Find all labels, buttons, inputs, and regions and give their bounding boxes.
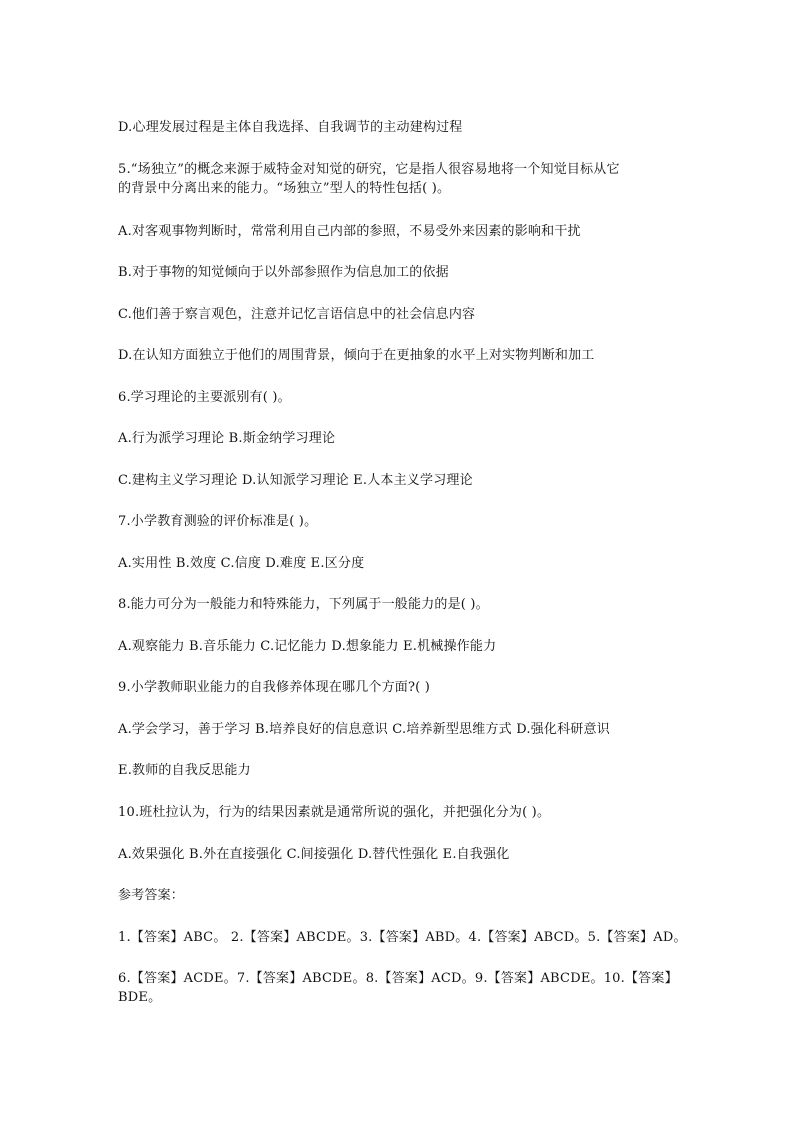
question-7: 7.小学教育测验的评价标准是( )。 xyxy=(118,514,318,529)
option-5-c: C.他们善于察言观色，注意并记忆言语信息中的社会信息内容 xyxy=(118,307,476,322)
option-5-a: A.对客观事物判断时，常常利用自己内部的参照，不易受外来因素的影响和干扰 xyxy=(118,224,581,239)
question-5-line-2: 的背景中分离出来的能力。“场独立”型人的特性包括( )。 xyxy=(118,181,451,196)
answers-line-3: BDE。 xyxy=(118,990,162,1005)
question-10: 10.班杜拉认为，行为的结果因素就是通常所说的强化，并把强化分为( )。 xyxy=(118,805,551,820)
options-9-line-2: E.教师的自我反思能力 xyxy=(118,763,251,778)
question-9: 9.小学教师职业能力的自我修养体现在哪几个方面?( ) xyxy=(118,680,431,695)
option-5-b: B.对于事物的知觉倾向于以外部参照作为信息加工的依据 xyxy=(118,265,449,280)
options-7: A.实用性 B.效度 C.信度 D.难度 E.区分度 xyxy=(118,556,365,571)
question-5-line-1: 5.“场独立”的概念来源于威特金对知觉的研究，它是指人很容易地将一个知觉目标从它 xyxy=(118,162,620,177)
option-5-d: D.在认知方面独立于他们的周围背景，倾向于在更抽象的水平上对实物判断和加工 xyxy=(118,348,595,363)
options-9-line-1: A.学会学习，善于学习 B.培养良好的信息意识 C.培养新型思维方式 D.强化科研意识 xyxy=(118,722,610,737)
answers-heading: 参考答案： xyxy=(118,888,185,903)
options-8: A.观察能力 B.音乐能力 C.记忆能力 D.想象能力 E.机械操作能力 xyxy=(118,639,497,654)
options-6-line-1: A.行为派学习理论 B.斯金纳学习理论 xyxy=(118,431,336,446)
option-4-d: D.心理发展过程是主体自我选择、自我调节的主动建构过程 xyxy=(118,120,463,135)
question-6: 6.学习理论的主要派别有( )。 xyxy=(118,390,291,405)
options-10: A.效果强化 B.外在直接强化 C.间接强化 D.替代性强化 E.自我强化 xyxy=(118,847,510,862)
question-8: 8.能力可分为一般能力和特殊能力，下列属于一般能力的是( )。 xyxy=(118,597,489,612)
answers-line-2: 6.【答案】ACDE。7.【答案】ABCDE。8.【答案】ACD。9.【答案】ABCDE。10.【答案】 xyxy=(118,971,678,986)
options-6-line-2: C.建构主义学习理论 D.认知派学习理论 E.人本主义学习理论 xyxy=(118,473,473,488)
answers-line-1: 1.【答案】ABC。 2.【答案】ABCDE。3.【答案】ABD。4.【答案】ABCD。5.【答案】AD。 xyxy=(118,930,687,945)
